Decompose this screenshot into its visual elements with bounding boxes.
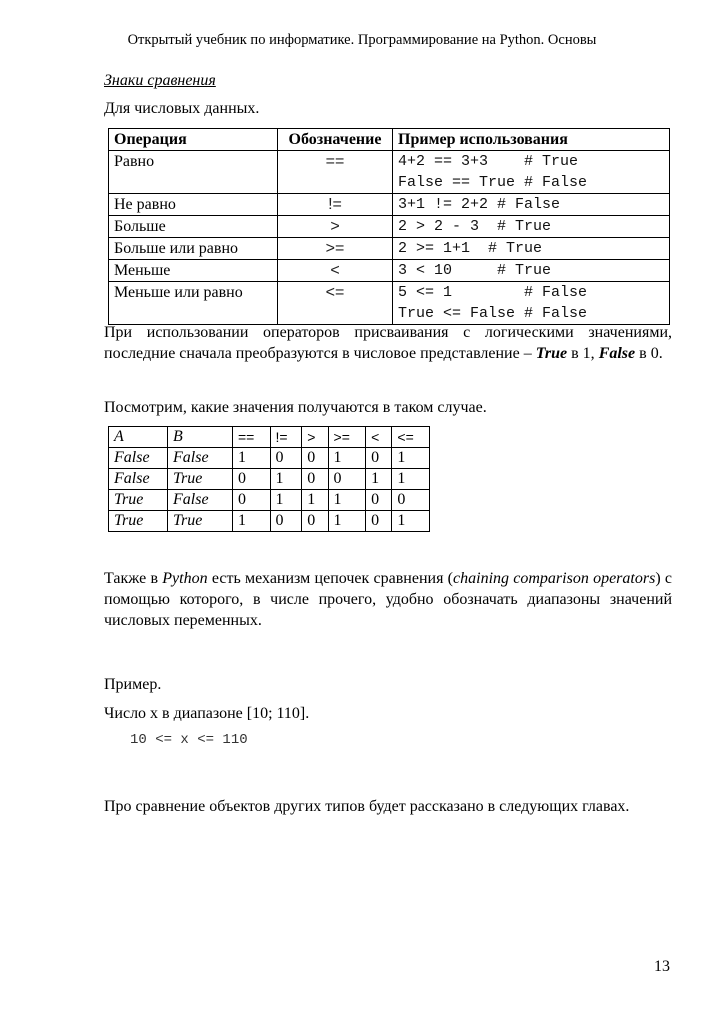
cell: 1 [328, 490, 366, 511]
header-eq: == [233, 427, 271, 448]
code-example: 10 <= x <= 110 [130, 732, 248, 748]
cell: 0 [366, 490, 392, 511]
table-row [109, 469, 430, 490]
op-example: 4+2 == 3+3 # True False == True # False [393, 151, 670, 194]
header-a: A [109, 427, 168, 448]
text-run: ) с помощью которого, в числе прочего, удобно обозначать диапазоны значений числовых переменных. [104, 570, 673, 629]
cell: 1 [233, 448, 271, 469]
text-run: в 0. [635, 345, 663, 362]
cell: 0 [233, 469, 271, 490]
op-symbol: == [278, 151, 393, 194]
text-run: При использовании операторов присваивания с логическими значениями, последние сначала преобразуются в числовое представление – [104, 324, 672, 362]
text-run: в 1, [567, 345, 599, 362]
example-description: Число x в диапазоне [10; 110]. [104, 705, 310, 722]
header-gt: > [302, 427, 328, 448]
op-example: 5 <= 1 # False True <= False # False [393, 282, 670, 325]
op-symbol: >= [278, 238, 393, 260]
table-row [109, 151, 670, 194]
chaining-paragraph [104, 568, 672, 631]
cell: 0 [302, 469, 328, 490]
op-symbol: <= [278, 282, 393, 325]
table-row [109, 238, 670, 260]
cell: True [109, 511, 168, 532]
header-lt: < [366, 427, 392, 448]
op-name: Меньше или равно [109, 282, 278, 325]
header-ne: != [270, 427, 302, 448]
cell: 0 [302, 448, 328, 469]
example-label: Пример. [104, 676, 162, 693]
header-symbol: Обозначение [278, 129, 393, 151]
header-b: B [168, 427, 233, 448]
table-row [109, 511, 430, 532]
cell: 0 [270, 511, 302, 532]
cell: 1 [392, 511, 430, 532]
header-example: Пример использования [393, 129, 670, 151]
op-example: 2 > 2 - 3 # True [393, 216, 670, 238]
cell: 1 [233, 511, 271, 532]
cell: 1 [302, 490, 328, 511]
table-row [109, 490, 430, 511]
false-keyword: False [598, 345, 636, 362]
look-paragraph: Посмотрим, какие значения получаются в таком случае. [104, 399, 487, 416]
table-header-row [109, 129, 670, 151]
python-word: Python [162, 570, 208, 587]
cell: 0 [302, 511, 328, 532]
page-number: 13 [654, 958, 670, 975]
op-example: 3+1 != 2+2 # False [393, 194, 670, 216]
text-run: Также в [104, 570, 163, 587]
header-operation: Операция [109, 129, 278, 151]
true-keyword: True [535, 345, 568, 362]
operators-table [108, 128, 670, 325]
cell: 1 [328, 511, 366, 532]
op-example: 2 >= 1+1 # True [393, 238, 670, 260]
op-name: Равно [109, 151, 278, 194]
cell: 0 [328, 469, 366, 490]
truth-table [108, 426, 430, 532]
cell: True [168, 469, 233, 490]
cell: 0 [392, 490, 430, 511]
op-symbol: > [278, 216, 393, 238]
cell: 1 [270, 469, 302, 490]
cell: False [168, 490, 233, 511]
op-example: 3 < 10 # True [393, 260, 670, 282]
table-row [109, 216, 670, 238]
table-row [109, 194, 670, 216]
op-symbol: < [278, 260, 393, 282]
bool-conversion-paragraph [104, 322, 672, 364]
header-le: <= [392, 427, 430, 448]
table-row [109, 448, 430, 469]
cell: 0 [366, 448, 392, 469]
table-row [109, 260, 670, 282]
cell: 1 [328, 448, 366, 469]
cell: False [168, 448, 233, 469]
cell: False [109, 448, 168, 469]
text-run: есть механизм цепочек сравнения ( [207, 570, 454, 587]
op-name: Меньше [109, 260, 278, 282]
cell: True [109, 490, 168, 511]
cell: 1 [366, 469, 392, 490]
cell: 1 [392, 469, 430, 490]
cell: 1 [392, 448, 430, 469]
op-name: Больше [109, 216, 278, 238]
page-header: Открытый учебник по информатике. Программирование на Python. Основы [127, 32, 597, 48]
closing-paragraph: Про сравнение объектов других типов будет рассказано в следующих главах. [104, 798, 630, 815]
cell: 0 [366, 511, 392, 532]
cell: 1 [270, 490, 302, 511]
chaining-term: chaining comparison operators [453, 570, 656, 587]
intro-text: Для числовых данных. [104, 100, 260, 117]
cell: True [168, 511, 233, 532]
section-title: Знаки сравнения [104, 72, 216, 89]
header-ge: >= [328, 427, 366, 448]
cell: 0 [233, 490, 271, 511]
op-symbol: != [278, 194, 393, 216]
table-row [109, 282, 670, 325]
table-header-row [109, 427, 430, 448]
op-name: Больше или равно [109, 238, 278, 260]
cell: 0 [270, 448, 302, 469]
cell: False [109, 469, 168, 490]
op-name: Не равно [109, 194, 278, 216]
